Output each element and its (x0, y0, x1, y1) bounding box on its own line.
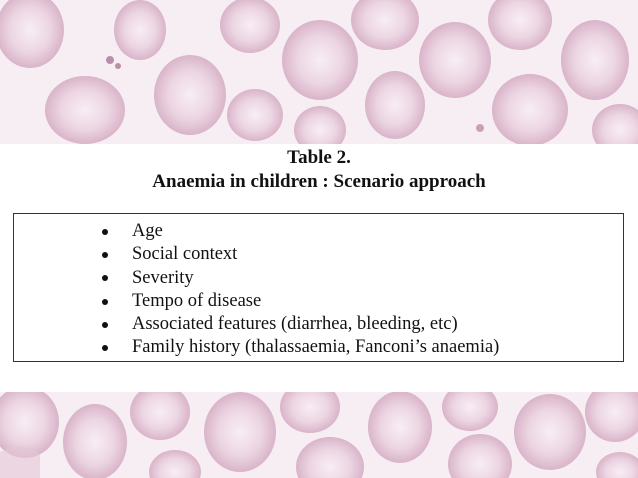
bullet-icon (102, 322, 108, 328)
table-heading (0, 146, 638, 194)
list-item: Severity (102, 267, 499, 290)
scenario-list (102, 220, 499, 360)
table-title: Anaemia in children : Scenario approach (152, 171, 486, 192)
list-item: Age (102, 220, 499, 243)
bullet-icon (102, 345, 108, 351)
bullet-icon (102, 299, 108, 305)
table-box (13, 213, 624, 362)
list-item: Family history (thalassaemia, Fanconi’s anaemia) (102, 336, 499, 359)
table-number: Table 2. (287, 147, 351, 168)
list-item: Tempo of disease (102, 290, 499, 313)
blood-cells-background-bottom (0, 392, 638, 478)
red-blood-cells-pattern (0, 392, 638, 478)
bullet-icon (102, 275, 108, 281)
blood-cells-background-top (0, 0, 638, 144)
bullet-icon (102, 252, 108, 258)
red-blood-cells-pattern (0, 0, 638, 144)
list-item: Associated features (diarrhea, bleeding, etc) (102, 313, 499, 336)
bullet-icon (102, 229, 108, 235)
list-item: Social context (102, 243, 499, 266)
